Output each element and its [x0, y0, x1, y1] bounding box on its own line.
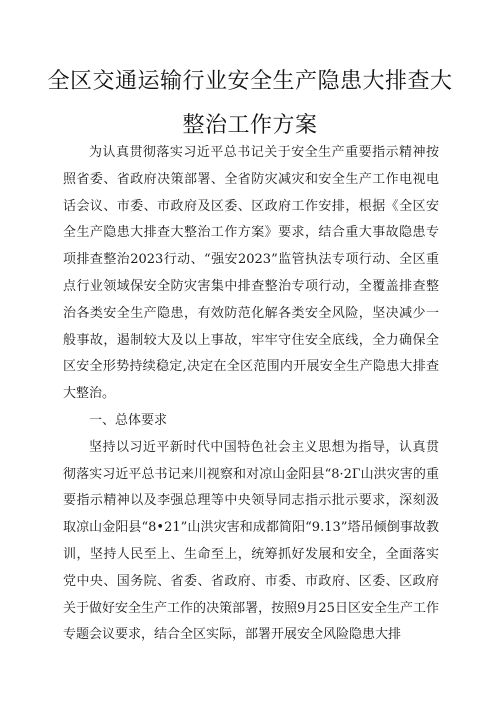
general-requirements-paragraph: 坚持以习近平新时代中国特色社会主义思想为指导，认真贯彻落实习近平总书记来川视察和对凉山金阳县“8·2Г山洪灾害的重要指示精神以及李强总理等中央领导同志指示批示要求，深刻汲取凉山金阳县“8•21”山洪灾害和成都简阳“9.13”塔吊倾倒事故教训，坚持人民至上、生命至上，统筹抓好发展和安全，全面落实党中央、国务院、省委、省政府、市委、市政府、区委、区政府关于做好安全生产工作的决策部署，按照9月25日区安全生产工作专题会议要求，结合全区实际，部署开展安全风险隐患大排 — [63, 439, 439, 643]
document-title-line-2: 整治工作方案 — [182, 113, 318, 138]
intro-paragraph: 为认真贯彻落实习近平总书记关于安全生产重要指示精神按照省委、省政府决策部署、全省防灾减灾和安全生产工作电视电话会议、市委、市政府及区委、区政府工作安排，根据《全区安全生产隐患大排查大整治工作方案》要求，结合重大事故隐患专项排查整治2023行动、“强安2023”监管执法专项行动、全区重点行业领域保安全防灾害集中排查整治专项行动，全覆盖排查整治各类安全生产隐患，有效防范化解各类安全风险，坚决减少一般事故，遏制较大及以上事故，牢牢守住安全底线，全力确保全区安全形势持续稳定,决定在全区范围内开展安全生产隐患大排查大整治。 — [63, 145, 439, 402]
document-body — [63, 140, 439, 649]
section-heading-general-requirements: 一、总体要求 — [89, 412, 168, 428]
document-title-line-1: 全区交通运输行业安全生产隐患大排查大 — [47, 69, 453, 94]
